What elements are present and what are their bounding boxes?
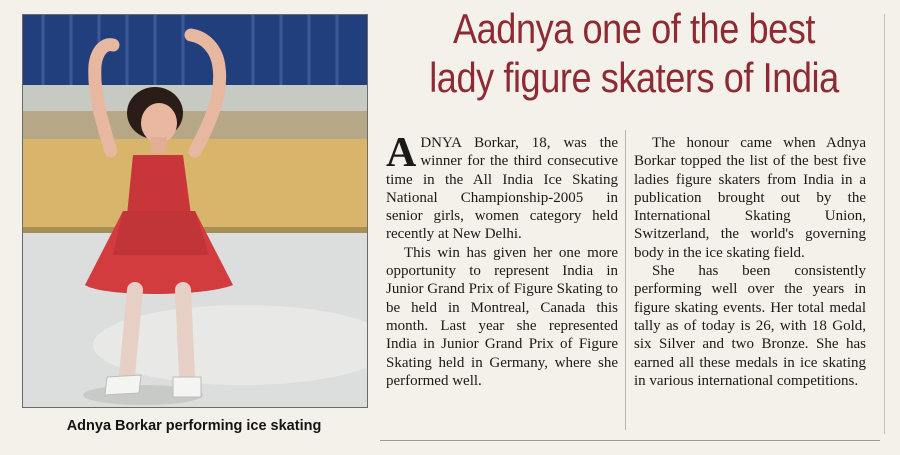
skater-photo — [22, 14, 368, 408]
paragraph-text: DNYA Borkar, 18, was the winner for the third consecutive time in the All India Ice Skating National Championship-2005 in senior girls, women category held recently at New Delhi. — [386, 135, 618, 243]
article-paragraph — [386, 130, 618, 244]
headline-line-1: Aadnya one of the best — [452, 5, 816, 52]
column-divider — [625, 130, 626, 430]
article-column-1 — [386, 130, 618, 390]
photo-caption: Adnya Borkar performing ice skating — [66, 418, 322, 434]
article-paragraph: The honour came when Adnya Borkar topped the list of the best five ladies figure skaters from India in a publication brought out by the International Skating Union, Switzerland, the world's governing body in the ice skating field. — [634, 135, 866, 261]
page-edge-rule — [884, 14, 885, 434]
headline — [419, 4, 849, 102]
article-paragraph: She has been consistently performing well over the years in figure skating events. Her total medal tally as of today is 26, with 18 Gold, six Silver and two Bronze. She has earned all these medals in ice skating in various international competitions. — [634, 263, 866, 389]
bottom-rule — [380, 440, 880, 441]
drop-cap: A — [386, 130, 417, 176]
article-column-2 — [634, 134, 866, 390]
article-paragraph: This win has given her one more opportunity to represent India in Junior Grand Prix of Figure Skating to be held in Montreal, Canada this month. Last year she represented India in Junior Grand Prix of Figure Skating held in Germany, where she performed well. — [386, 244, 618, 389]
headline-line-2: lady figure skaters of India — [429, 54, 839, 101]
